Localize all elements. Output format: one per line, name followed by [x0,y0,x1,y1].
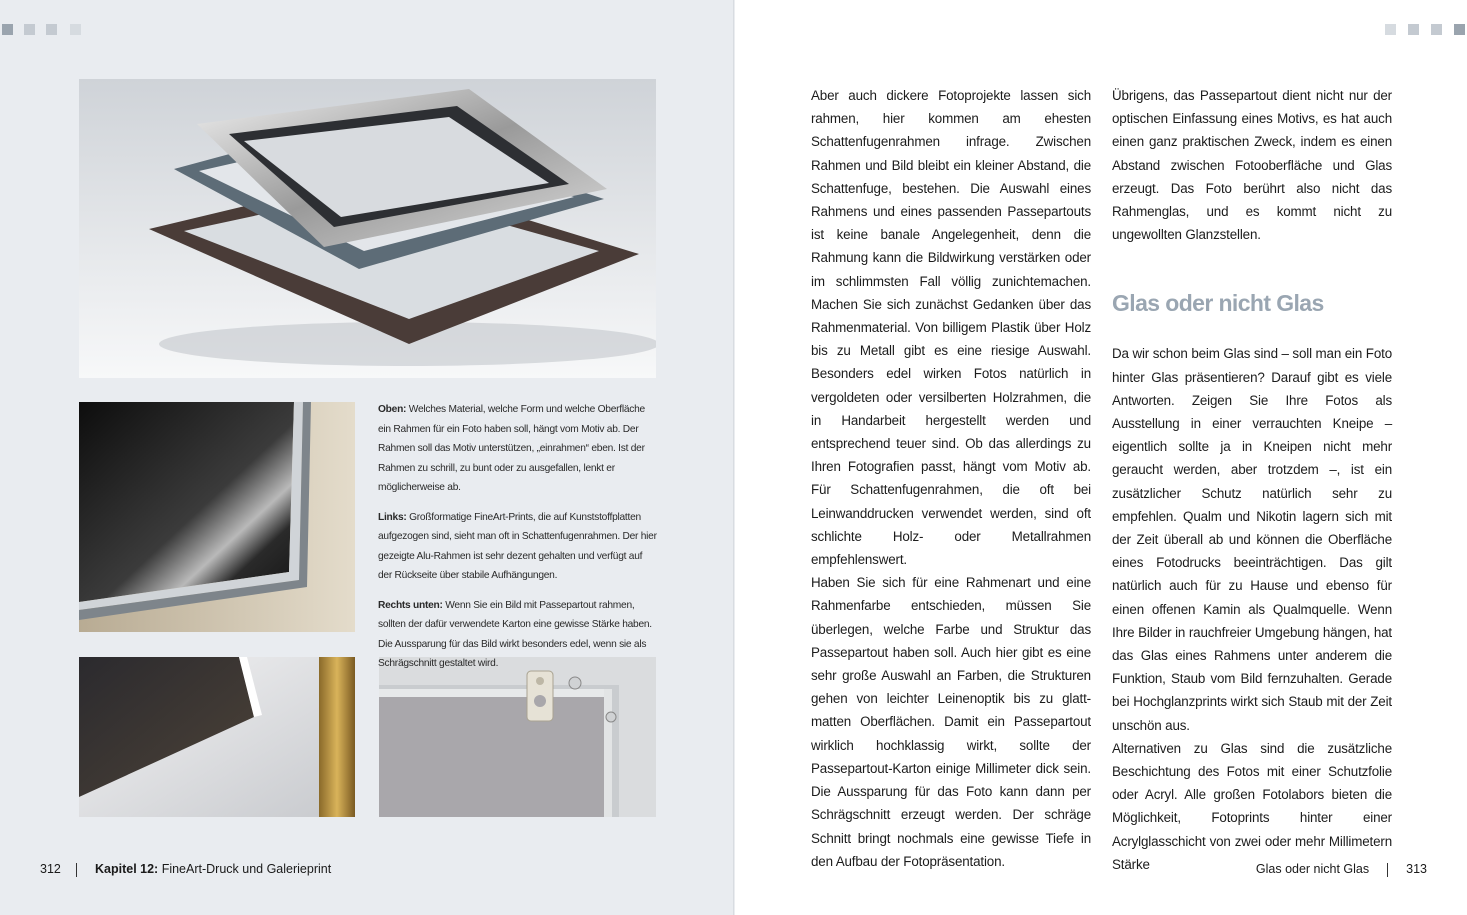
photo-captions [378,400,658,684]
footer-divider [76,863,77,877]
paragraph: Aber auch dickere Fotoprojekte lassen sich rahmen, hier kommen am ehesten Schattenfugenrahmen infrage. Zwischen Rahmen und Bild bleibt ein kleiner Abstand, die Schattenfuge, bestehen. Die Auswahl eines Rahmens und eines passenden Passepartouts ist keine banale Angelegenheit, denn die Rahmung kann die Bildwirkung verstärken oder im schlimmsten Fall völlig zunichtemachen. Machen Sie sich zunächst Gedanken über das Rahmenmaterial. Von billigem Plastik über Holz bis zu Metall gibt es eine riesige Auswahl. Besonders edel wirken Fotos natürlich in vergoldeten oder versilberten Holzrahmen, die in Handarbeit hergestellt werden und entsprechend teuer sind. Ob das allerdings zu Ihren Fotografien passt, hängt vom Motiv ab. Für Schattenfugenrahmen, die oft bei Leinwanddrucken verwendet werden, sind oft schlichte Holz- oder Metallrahmen empfehlenswert. [811,88,1091,568]
section-heading: Glas oder nicht Glas [1112,290,1324,317]
photo-stacked-frames [79,79,656,378]
footer-left [40,862,331,877]
caption-top: Oben: Welches Material, welche Form und welche Oberfläche ein Rahmen für ein Foto haben soll, hängt vom Motiv ab. Der Rahmen soll das Motiv unterstützen, „einrahmen“ eben. Ist der Rahmen zu schrill, zu bunt oder zu ausgefallen, lenkt er möglicherweise ab. [378,404,645,493]
text-column-1 [811,84,1091,873]
corner-marker [46,24,57,35]
paragraph: Haben Sie sich für eine Rahmenart und eine Rahmenfarbe entschieden, müssen Sie überlegen, welche Farbe und Struktur das Passepartout haben soll. Auch hier gibt es eine sehr große Auswahl an Farben, die Strukturen gehen von leichter Leinenoptik bis zu glatt-matten Oberflächen. Damit ein Passepartout wirklich hochklassig wirkt, sollte der Passepartout-Karton einige Millimeter dick sein. Die Aussparung für das Foto kann dann per Schrägschnitt erzeugt werden. Der schräge Schnitt bringt nochmals eine gewisse Tiefe in den Aufbau der Fotopräsentation. [811,575,1091,869]
corner-marker [1385,24,1396,35]
running-section-title: Glas oder nicht Glas [1255,862,1370,876]
text-column-2 [1112,84,1392,876]
footer-divider [1387,863,1388,877]
page-number: 312 [40,862,61,876]
caption-bottom-right: Rechts unten: Wenn Sie ein Bild mit Passepartout rahmen, sollten der dafür verwendete Karton eine gewisse Stärke haben. Die Aussparung für das Bild wirkt besonders edel, wenn sie als Schrägschnitt gestaltet wird. [378,599,652,669]
corner-marker [1431,24,1442,35]
page-number: 313 [1406,862,1427,876]
corner-marker [1408,24,1419,35]
paragraph: Alternativen zu Glas sind die zusätzliche Beschichtung des Fotos mit einer Schutzfolie oder Acryl. Alle großen Fotolabors bieten die Möglichkeit, Fotoprints hinter einer Acrylglasschicht von zwei oder mehr Millimetern Stärke [1112,740,1392,872]
corner-marker [24,24,35,35]
corner-marker [2,24,13,35]
corner-marker [1454,24,1465,35]
chapter-label: Kapitel 12: [95,862,159,876]
photo-passepartout-bevel [79,657,355,817]
paragraph: Übrigens, das Passepartout dient nicht nur der optischen Einfassung eines Motivs, es hat auch einen ganz praktischen Zweck, indem es einen Abstand zwischen Fotooberfläche und Glas erzeugt. Das Foto berührt also nicht das Rahmenglas, und es kommt nicht zu ungewollten Glanzstellen. [1112,88,1392,243]
photo-alu-frame-corner [79,402,355,632]
paragraph: Da wir schon beim Glas sind – soll man ein Foto hinter Glas präsentieren? Darauf gibt es viele Antworten. Zeigen Sie Ihre Fotos als Ausstellung in einer verrauchten Kneipe – eigentlich sollte ja in Kneipen nicht mehr geraucht werden, aber trotzdem –, ist ein zusätzlicher Schutz natürlich sehr zu empfehlen. Qualm und Nikotin lagern sich mit der Zeit überall ab und können die Oberfläche eines Fotodrucks beeinträchtigen. Das gilt natürlich auch für zu Hause und ebenso für einen offenen Kamin als Qualmquelle. Wenn Ihre Bilder in rauchfreier Umgebung hängen, hat das Glas eines Rahmens unter anderem die Funktion, Staub vom Bild fernzuhalten. Gerade bei Hochglanzprints wirkt sich Staub mit der Zeit unschön aus. [1112,346,1392,733]
chapter-title: FineArt-Druck und Galerieprint [158,862,332,876]
footer-right [1256,862,1427,877]
caption-left: Links: Großformatige FineArt-Prints, die auf Kunststoffplatten aufgezogen sind, sieht man oft in Schattenfugenrahmen. Der hier gezeigte Alu-Rahmen ist sehr dezent gehalten und verfügt auf der Rückseite über stabile Aufhängungen. [378,511,657,581]
corner-marker [70,24,81,35]
